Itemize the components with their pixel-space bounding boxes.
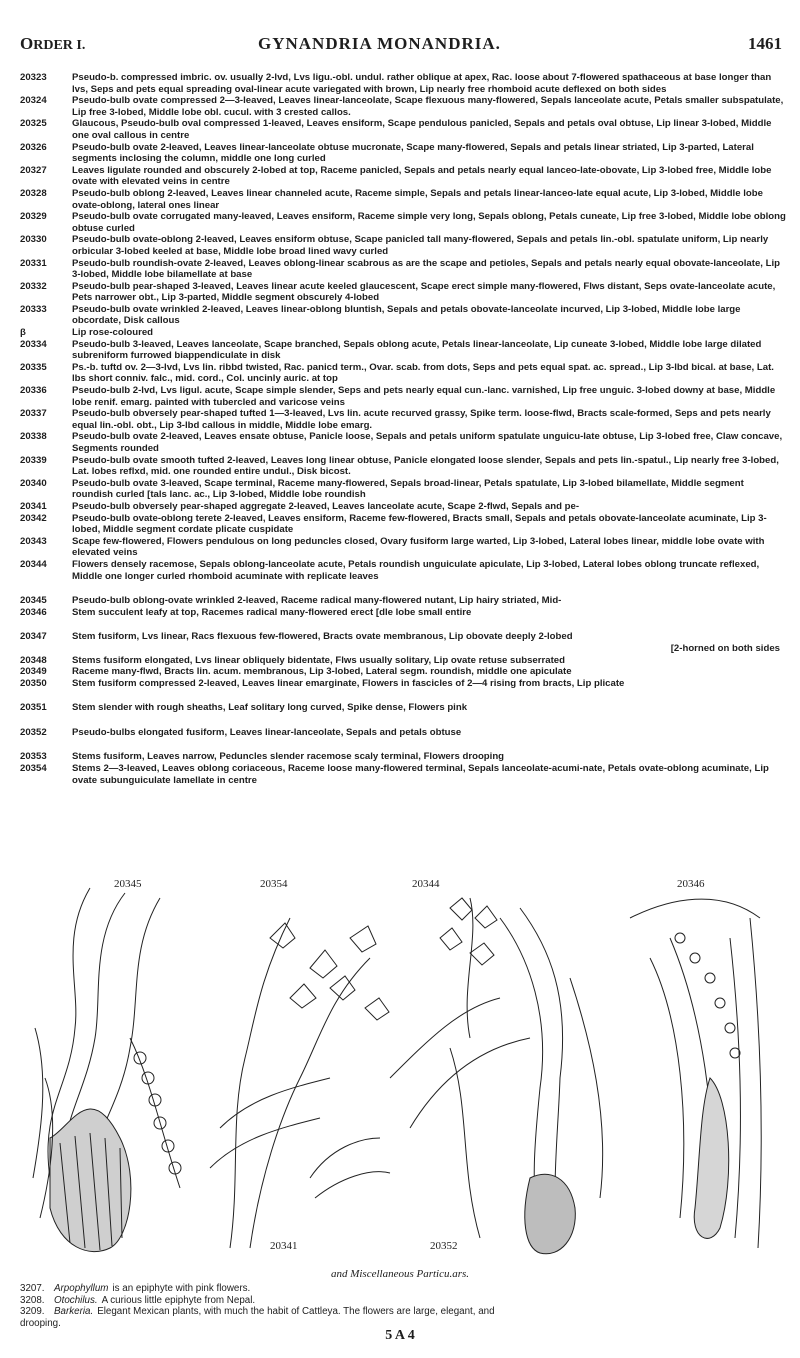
figure-label: 20354 [260,878,288,890]
section-caption: and Miscellaneous Particu.ars. [330,1268,470,1280]
figure-label: 20341 [270,1240,298,1252]
list-item: 20334 Pseudo-bulb 3-leaved, Leaves lanceolate, Scape branched, Sepals oblong acute, Petals linear-lanceolate, Lip cuneate 3-lobed, Middle lobe large dilated subreniform furrowed biappendiculate in disk [20,338,762,362]
list-item: 20345 Pseudo-bulb oblong-ovate wrinkled 2-leaved, Raceme radical many-flowered nutant, Lip hairy striated, Mid- [20,595,562,607]
page-header [20,34,782,56]
spacer [20,738,786,751]
list-item: 20348 Stems fusiform elongated, Lvs linear obliquely bidentate, Flws usually solitary, Lip ovate retuse subserrated [20,654,565,666]
list-item: 20335 Ps.-b. tuftd ov. 2—3-lvd, Lvs lin. ribbd twisted, Rac. panicd term., Ovar. scab. from dots, Seps and pets equal spat. ac. spread., Lip 3-lbd bical. at base, Lat. lbs short conniv. falc., mid. cord., Col. uncinly auric. at top [20,361,774,385]
list-item: 20328 Pseudo-bulb oblong 2-leaved, Leaves linear channeled acute, Raceme simple, Sepals and petals linear-lanceo-late equal acute, Lip 3-lobed, Middle lobe ovate-oblong, lateral ones linear [20,187,763,211]
list-item: β Lip rose-coloured [20,327,154,339]
list-item: [2-horned on both sides [670,642,780,654]
list-item: 20350 Stem fusiform compressed 2-leaved, Leaves linear emarginate, Flowers in fascicles of 2—4 rising from bracts, Lip plicate [20,677,625,689]
list-item: 20352 Pseudo-bulbs elongated fusiform, Leaves linear-lanceolate, Sepals and petals obtuse [20,726,462,738]
list-item: 20326 Pseudo-bulb ovate 2-leaved, Leaves linear-lanceolate obtuse mucronate, Scape many-flowered, Sepals and petals linear striated, Lip 3-parted, Lateral segments inclosing the column, middle one long curled [20,141,754,165]
notes-list [20,1283,786,1329]
plant-20345 [33,888,181,1252]
figure-label: 20345 [114,878,142,890]
list-item: 20323 Pseudo-b. compressed imbric. ov. usually 2-lvd, Lvs ligu.-obl. undul. rather oblique at apex, Rac. loose about 7-flowered spathaceous at base longer than lvs, Seps and pets equal spreading oval-linear acute variegated with brown, Lip nearly free rhomboid acute deflexed on both sides [20,72,772,95]
list-item: 20342 Pseudo-bulb ovate-oblong terete 2-leaved, Leaves ensiform, Raceme few-flowered, Bracts small, Sepals and petals obovate-lanceolate acuminate, Lip 3-lobed, Middle segment cordate plicate cuspidate [20,512,767,536]
figure-label: 20346 [677,878,705,890]
list-item: 20344 Flowers densely racemose, Sepals oblong-lanceolate acute, Petals roundish unguiculate apiculate, Lip 3-lobed, Lateral lobes oblong truncate reflexed, Middle one longer curled rhomboid acuminate with replicate leaves [20,558,760,582]
list-item: 20338 Pseudo-bulb ovate 2-leaved, Leaves ensate obtuse, Panicle loose, Sepals and petals uniform spatulate unguicu-late obtuse, Lip 3-lobed free, Claw concave, Segments rounded [20,431,783,454]
note-item: 3208. Otochilus. A curious little epiphyte from Nepal. [20,1294,256,1306]
plant-20346 [630,899,761,1248]
class-heading: GYNANDRIA MONANDRIA. [258,34,501,53]
spacer [20,714,786,727]
spacer [20,618,786,631]
page-number: 1461 [748,34,782,53]
list-item: 20346 Stem succulent leafy at top, Racemes radical many-flowered erect [dle lobe small entire [20,606,472,618]
orchid-engraving [30,878,772,1266]
spacer [20,689,786,702]
spacer [20,582,786,595]
list-item: 20341 Pseudo-bulb obversely pear-shaped aggregate 2-leaved, Leaves lanceolate acute, Scape 2-flwd, Sepals and pe- [20,500,580,512]
list-item: 20327 Leaves ligulate rounded and obscurely 2-lobed at top, Raceme panicled, Sepals and petals nearly equal lanceo-late-obovate, Lip 3-lobed free, Middle lobe ovate with elevated veins in centre [20,164,772,188]
list-item: 20330 Pseudo-bulb ovate-oblong 2-leaved, Leaves ensiform obtuse, Scape panicled tall many-flowered, Sepals and petals lin.-obl. spatulate uniform, Lip nearly orbicular 3-lobed keeled at base, Middle lobe broad lined wavy curled [20,234,769,257]
figure-label: 20352 [430,1240,458,1252]
list-item: 20333 Pseudo-bulb ovate wrinkled 2-leaved, Leaves linear-oblong bluntish, Sepals and petals obovate-lanceolate incurved, Lip 3-lobed, Middle lobe large obcordate, Disk callous [20,303,741,327]
list-item: 20329 Pseudo-bulb ovate corrugated many-leaved, Leaves ensiform, Raceme simple very long, Sepals oblong, Petals cuneate, Lip free 3-lobed, Middle lobe oblong obtuse curled [20,211,786,234]
list-item: 20347 Stem fusiform, Lvs linear, Racs flexuous few-flowered, Bracts ovate membranous, Lip obovate deeply 2-lobed [20,631,573,643]
list-item: 20331 Pseudo-bulb roundish-ovate 2-leaved, Leaves oblong-linear scabrous as are the scape and petioles, Sepals and petals nearly equal obovate-lanceolate, Lip 3-lobed, Middle lobe bilamellate at base [20,257,781,281]
list-item: 20351 Stem slender with rough sheaths, Leaf solitary long curved, Spike dense, Flowers pink [20,702,468,714]
list-item: 20343 Scape few-flowered, Flowers pendulous on long peduncles closed, Ovary fusiform large warted, Lip 3-lobed, Lateral lobes linear, middle lobe ovate with elevated veins [20,535,765,559]
plant-20344 [390,898,530,1238]
list-item: 20337 Pseudo-bulb obversely pear-shaped tufted 1—3-leaved, Lvs lin. acute recurved grassy, Spike term. loose-flwd, Bracts scale-formed, Seps and pets nearly equal lin.-obl. obt., Lip 3-lbd callous in middle, Middle lobe emarg. [20,408,771,431]
figure-label: 20344 [412,878,440,890]
list-item: 20324 Pseudo-bulb ovate compressed 2—3-leaved, Leaves linear-lanceolate, Scape flexuous many-flowered, Sepals lanceolate acute, Petals smaller subspatulate, Lip free 3-lobed, Middle lobe obl. cucul. with 3 crested callos. [20,95,784,118]
list-item: 20336 Pseudo-bulb 2-lvd, Lvs ligul. acute, Scape simple slender, Seps and pets nearly equal cun.-lanc. varnished, Lip free unguic. 3-lobed downy at base, Middle lobe renif. emarg. painted with tubercled and varicose veins [20,385,776,408]
plant-20354 [210,918,390,1248]
list-item: 20325 Glaucous, Pseudo-bulb oval compressed 1-leaved, Leaves ensiform, Scape pendulous panicled, Sepals and petals oval obtuse, Lip linear 3-lobed, Middle one oval callous in centre [20,118,772,141]
list-item: 20354 Stems 2—3-leaved, Leaves oblong coriaceous, Raceme loose many-flowered terminal, Sepals lanceolate-acumi-nate, Petals ovate-oblong acuminate, Lip ovate subunguiculate lamellate in centre [20,763,769,786]
note-item: 3209. Barkeria. Elegant Mexican plants, with much the habit of Cattleya. The flowers are large, elegant, and [20,1306,495,1318]
list-item: 20339 Pseudo-bulb ovate smooth tufted 2-leaved, Leaves long linear obtuse, Panicle elongated loose slender, Sepals and pets lin.-spatul., Lip nearly free 3-lobed, Lat. lobes reflxd, mid. one rounded entire undul., Disk bicost. [20,454,779,478]
plant-20352 [500,908,603,1254]
species-list [20,72,786,786]
note-item: drooping. [20,1317,61,1329]
note-item: 3207. Arpophyllum is an epiphyte with pink flowers. [20,1283,251,1294]
list-item: 20332 Pseudo-bulb pear-shaped 3-leaved, Leaves linear acute keeled glaucescent, Scape erect simple many-flowered, Flws distant, Seps ovate-lanceolate acute, Pets narrower obt., Lip 3-parted, Middle segment obscurely 4-lobed [20,280,776,304]
list-item: 20340 Pseudo-bulb ovate 3-leaved, Scape terminal, Raceme many-flowered, Sepals broad-linear, Petals spatulate, Lip 3-lobed bilamellate, Middle segment roundish curled [tals lanc. ac., Lip 3-lobed, Middle lobe roundish [20,477,744,501]
list-item: 20349 Raceme many-flwd, Bracts lin. acum. membranous, Lip 3-lobed, Lateral segm. roundish, middle one apiculate [20,666,572,678]
signature-mark: 5 A 4 [385,1328,415,1343]
orchid-illustration [30,878,772,1266]
list-item: 20353 Stems fusiform, Leaves narrow, Peduncles slender racemose scaly terminal, Flowers drooping [20,751,505,763]
order-heading: ORDER I. [20,34,86,53]
